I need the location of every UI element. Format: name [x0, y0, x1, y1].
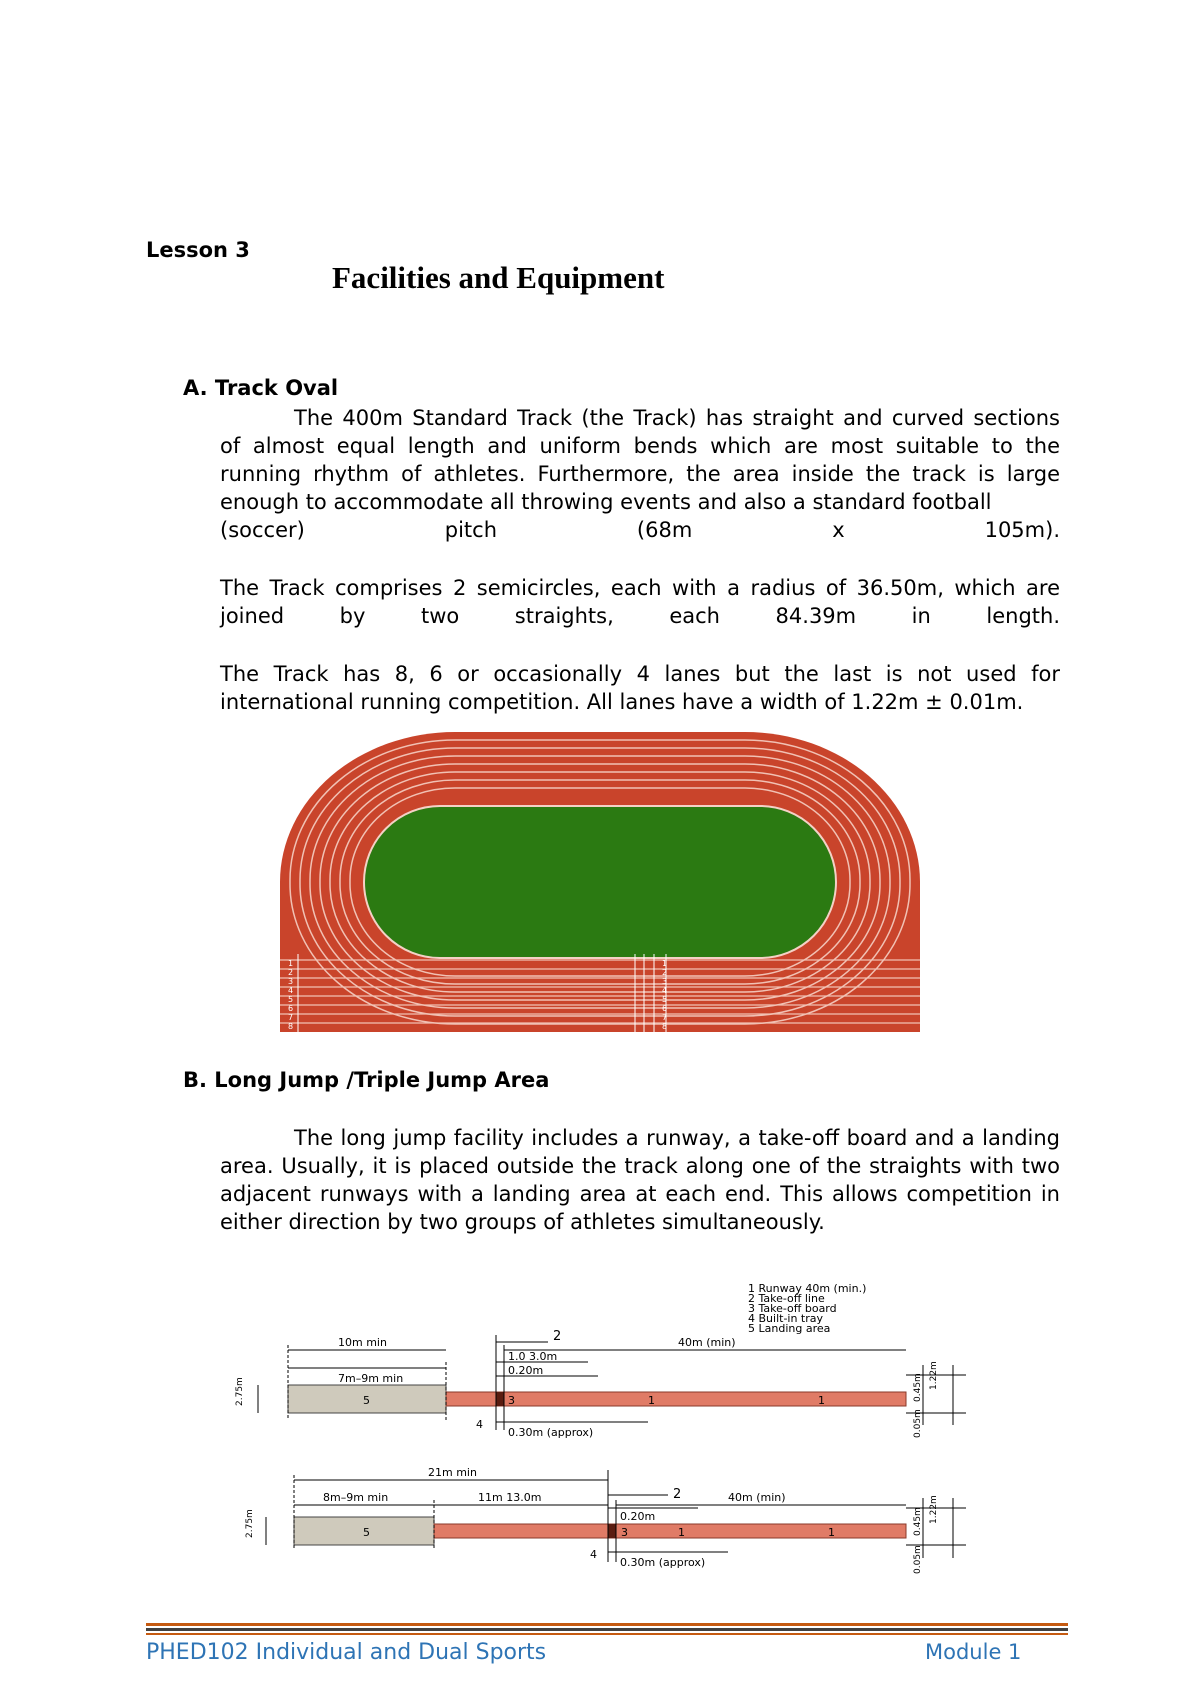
lane-number: 4	[662, 986, 668, 995]
marker: 5	[363, 1526, 370, 1539]
section-a-p1-last: (soccer) pitch (68m x 105m).	[220, 518, 1060, 542]
dim-label: 21m min	[428, 1466, 477, 1479]
dim-label: 0.05m	[913, 1409, 923, 1438]
legend-item: 4 Built-in tray	[748, 1312, 824, 1325]
long-jump-diagram	[228, 1280, 998, 1580]
marker: 2	[553, 1329, 562, 1344]
dim-label: 40m (min)	[728, 1491, 786, 1504]
marker: 3	[621, 1526, 628, 1539]
lane-number: 3	[662, 977, 668, 986]
dim-label: 0.30m (approx)	[508, 1426, 594, 1439]
dim-label: 10m min	[338, 1336, 387, 1349]
lane-number: 7	[662, 1013, 668, 1022]
section-a-paragraph-2: The Track comprises 2 semicircles, each with a radius of 36.50m, which are joined by two straights, each 84.39m in length.	[220, 576, 1060, 628]
marker: 1	[648, 1394, 655, 1407]
dim-label: 8m–9m min	[323, 1491, 389, 1504]
lane-numbers-left	[288, 959, 293, 1031]
dim-label: 1.0 3.0m	[508, 1350, 558, 1363]
dim-label: 2.75m	[245, 1509, 255, 1538]
marker: 4	[590, 1548, 597, 1561]
long-jump-bottom-layout	[245, 1466, 966, 1574]
lane-number: 5	[662, 995, 668, 1004]
dim-label: 0.20m	[508, 1364, 544, 1377]
page-title: Facilities and Equipment	[332, 260, 665, 295]
lane-number: 2	[662, 968, 668, 977]
legend-item: 3 Take-off board	[748, 1302, 837, 1315]
diagram-legend	[748, 1282, 866, 1335]
lane-number: 4	[288, 986, 294, 995]
section-a-p1-main: The 400m Standard Track (the Track) has straight and curved sections of almost equal length and uniform bends which are most suitable to the running rhythm of athletes. Furthermore, the area inside the track is large enough to accommodate all throwing events and also a standard football	[220, 406, 1060, 514]
legend-item: 2 Take-off line	[748, 1292, 825, 1305]
section-b-paragraph-1: The long jump facility includes a runway, a take-off board and a landing area. Usually, it is placed outside the track along one of the straights with two adjacent runways with a landing area at each end. This allows competition in either direction by two groups of athletes simultaneously.	[220, 1126, 1060, 1234]
long-jump-top-layout	[235, 1329, 966, 1439]
marker: 3	[508, 1394, 515, 1407]
lane-number: 1	[288, 959, 294, 968]
marker: 2	[673, 1487, 682, 1502]
marker: 1	[818, 1394, 825, 1407]
dim-label: 0.20m	[620, 1510, 656, 1523]
lane-number: 2	[288, 968, 294, 977]
lane-number: 6	[288, 1004, 294, 1013]
footer-rule	[146, 1622, 1068, 1636]
footer-module: Module 1	[925, 1640, 1022, 1664]
lane-number: 1	[662, 959, 668, 968]
lane-number: 3	[288, 977, 294, 986]
track-oval-figure	[280, 732, 920, 1032]
lane-number: 8	[662, 1022, 668, 1031]
dim-label: 7m–9m min	[338, 1372, 404, 1385]
dim-label: 2.75m	[235, 1377, 245, 1406]
section-b-heading: B. Long Jump /Triple Jump Area	[183, 1068, 550, 1092]
legend-item: 5 Landing area	[748, 1322, 831, 1335]
dim-label: 0.45m	[913, 1373, 923, 1402]
lane-number: 6	[662, 1004, 668, 1013]
marker: 1	[678, 1526, 685, 1539]
dim-label: 1.22m	[929, 1361, 939, 1390]
section-a-heading: A. Track Oval	[183, 376, 339, 400]
section-a-paragraph-1	[220, 404, 1060, 544]
legend-item: 1 Runway 40m (min.)	[748, 1282, 867, 1295]
section-a-paragraph-3: The Track has 8, 6 or occasionally 4 lanes but the last is not used for international running competition. All lanes have a width of 1.22m ± 0.01m.	[220, 662, 1060, 714]
dim-label: 1.22m	[929, 1495, 939, 1524]
lane-number: 5	[288, 995, 294, 1004]
lane-number: 7	[288, 1013, 294, 1022]
lane-number: 8	[288, 1022, 294, 1031]
lesson-label: Lesson 3	[146, 238, 250, 262]
marker: 1	[828, 1526, 835, 1539]
dim-label: 11m 13.0m	[478, 1491, 542, 1504]
footer-course: PHED102 Individual and Dual Sports	[146, 1640, 547, 1665]
dim-label: 0.05m	[913, 1545, 923, 1574]
marker: 4	[476, 1418, 483, 1431]
marker: 5	[363, 1394, 370, 1407]
dim-label: 0.45m	[913, 1507, 923, 1536]
lane-numbers-right	[662, 959, 667, 1031]
dim-label: 40m (min)	[678, 1336, 736, 1349]
dim-label: 0.30m (approx)	[620, 1556, 706, 1569]
infield	[364, 806, 836, 958]
